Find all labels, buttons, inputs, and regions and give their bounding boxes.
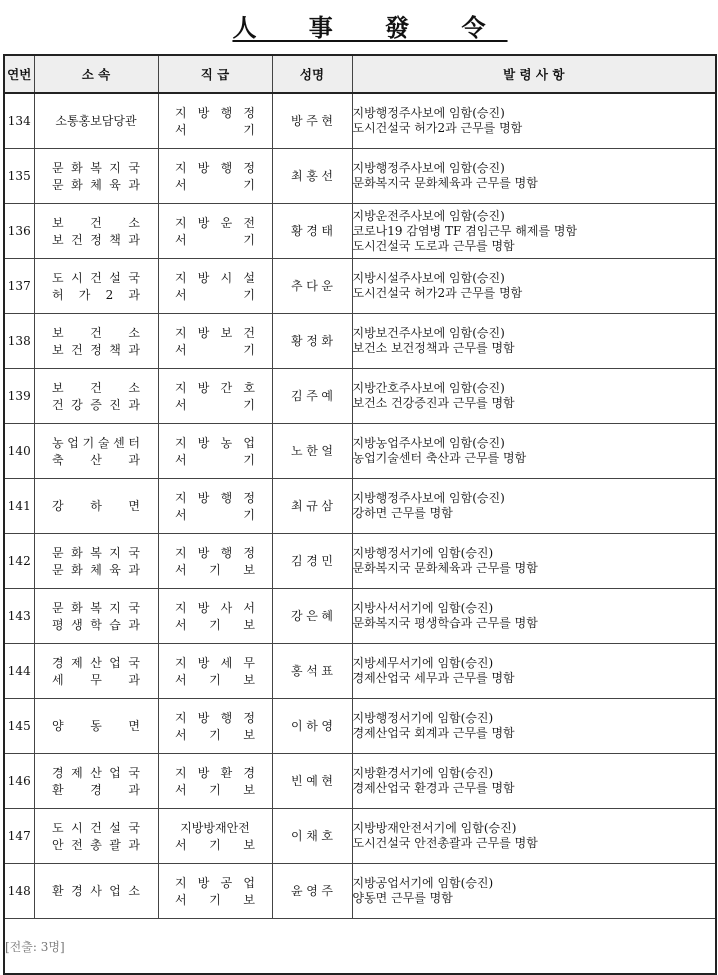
grade-cell (158, 149, 272, 204)
grade-line: 지 방 세 무 (175, 655, 255, 670)
order-cell (352, 93, 716, 149)
grade-cell (158, 424, 272, 479)
grade-line: 서 기 (175, 287, 255, 302)
table-row (4, 149, 716, 204)
grade-cell (158, 754, 272, 809)
person-name (272, 644, 352, 699)
person-name (272, 93, 352, 149)
dept-line: 도 시 건 설 국 (52, 270, 140, 285)
grade-line: 지 방 농 업 (175, 435, 255, 450)
person-name-text: 최 규 삼 (291, 499, 333, 513)
dept-line: 문 화 복 지 국 (52, 600, 140, 615)
order-cell (352, 534, 716, 589)
person-name (272, 589, 352, 644)
dept-line: 농 업 기 술 센 터 (52, 435, 140, 450)
grade-cell (158, 93, 272, 149)
order-line: 보건소 건강증진과 근무를 명함 (352, 396, 515, 410)
dept-line: 세 무 과 (52, 672, 140, 687)
order-line: 문화복지국 문화체육과 근무를 명함 (352, 561, 538, 575)
grade-line: 서 기 (175, 507, 255, 522)
grade-cell (158, 644, 272, 699)
order-line: 지방환경서기에 임함(승진) (352, 766, 494, 780)
table-row (4, 864, 716, 919)
person-name-text: 추 다 운 (291, 279, 333, 293)
order-cell (352, 479, 716, 534)
header-grade: 직 급 (158, 55, 272, 93)
table-row (4, 754, 716, 809)
grade-line: 서 기 보 (175, 562, 255, 577)
dept-cell (34, 534, 158, 589)
title-text: 人 事 發 令 (232, 13, 508, 42)
order-line: 지방방재안전서기에 임함(승진) (352, 821, 517, 835)
grade-line: 지 방 환 경 (175, 765, 255, 780)
row-number: 138 (4, 314, 34, 369)
order-cell (352, 864, 716, 919)
table-row (4, 699, 716, 754)
row-number: 137 (4, 259, 34, 314)
dept-line: 환 경 과 (52, 782, 140, 797)
order-cell (352, 369, 716, 424)
dept-cell (34, 424, 158, 479)
header-no: 연번 (4, 55, 34, 93)
order-line: 지방공업서기에 임함(승진) (352, 876, 494, 890)
dept-cell (34, 149, 158, 204)
dept-cell (34, 589, 158, 644)
grade-line: 서 기 (175, 232, 255, 247)
order-line: 경제산업국 세무과 근무를 명함 (352, 671, 515, 685)
dept-cell (34, 204, 158, 259)
order-line: 문화복지국 문화체육과 근무를 명함 (352, 176, 538, 190)
order-line: 지방시설주사보에 임함(승진) (352, 271, 505, 285)
grade-line: 서 기 보 (175, 672, 255, 687)
person-name (272, 864, 352, 919)
dept-cell (34, 259, 158, 314)
order-cell (352, 424, 716, 479)
grade-cell (158, 204, 272, 259)
grade-line: 지 방 행 정 (175, 710, 255, 725)
person-name (272, 424, 352, 479)
grade-line: 서 기 보 (175, 617, 255, 632)
dept-cell (34, 93, 158, 149)
grade-cell (158, 864, 272, 919)
dept-line: 도 시 건 설 국 (52, 820, 140, 835)
grade-line: 서 기 보 (175, 837, 255, 852)
grade-cell (158, 534, 272, 589)
order-line: 보건소 보건정책과 근무를 명함 (352, 341, 515, 355)
table-body (4, 93, 716, 919)
order-cell (352, 699, 716, 754)
table-row (4, 424, 716, 479)
dept-line: 소통홍보담당관 (55, 114, 137, 128)
dept-line: 평 생 학 습 과 (52, 617, 140, 632)
header-dept: 소 속 (34, 55, 158, 93)
order-cell (352, 314, 716, 369)
dept-line: 허 가 2 과 (52, 287, 140, 302)
order-line: 코로나19 감염병 TF 겸임근무 해제를 명함 (352, 223, 578, 238)
grade-cell (158, 479, 272, 534)
dept-line: 보 건 소 (52, 215, 140, 230)
dept-line: 문 화 체 육 과 (52, 562, 140, 577)
order-cell (352, 589, 716, 644)
dept-cell (34, 479, 158, 534)
table-row (4, 204, 716, 259)
order-line: 양동면 근무를 명함 (352, 891, 453, 905)
person-name-text: 방 주 현 (291, 114, 333, 128)
dept-line: 안 전 총 괄 과 (52, 837, 140, 852)
dept-cell (34, 864, 158, 919)
person-name-text: 김 주 예 (291, 389, 333, 403)
grade-line: 서 기 보 (175, 892, 255, 907)
order-line: 도시건설국 안전총괄과 근무를 명함 (352, 836, 538, 850)
grade-line: 지 방 행 정 (175, 160, 255, 175)
order-line: 도시건설국 도로과 근무를 명함 (352, 238, 515, 253)
row-number: 134 (4, 93, 34, 149)
order-line: 경제산업국 환경과 근무를 명함 (352, 781, 515, 795)
person-name (272, 314, 352, 369)
dept-line: 보 건 정 책 과 (52, 342, 140, 357)
dept-line: 건 강 증 진 과 (52, 397, 140, 412)
table-row (4, 479, 716, 534)
document-title (0, 8, 718, 43)
person-name (272, 259, 352, 314)
person-name-text: 홍 석 표 (291, 664, 333, 678)
person-name-text: 황 정 화 (291, 334, 333, 348)
person-name (272, 534, 352, 589)
footer-row (4, 919, 716, 975)
grade-line: 지 방 운 전 (175, 215, 255, 230)
person-name-text: 강 은 혜 (291, 609, 333, 623)
table-row (4, 369, 716, 424)
order-cell (352, 644, 716, 699)
order-line: 도시건설국 허가2과 근무를 명함 (352, 121, 523, 135)
table-row (4, 644, 716, 699)
row-number: 144 (4, 644, 34, 699)
order-line: 농업기술센터 축산과 근무를 명함 (352, 451, 527, 465)
table-row (4, 534, 716, 589)
dept-line: 강 하 면 (52, 499, 140, 513)
person-name-text: 황 경 태 (291, 224, 333, 238)
order-line: 지방운전주사보에 임함(승진) (352, 208, 505, 223)
dept-line: 보 건 정 책 과 (52, 232, 140, 247)
order-cell (352, 754, 716, 809)
person-name-text: 최 홍 선 (291, 169, 333, 183)
dept-line: 문 화 복 지 국 (52, 160, 140, 175)
order-cell (352, 204, 716, 259)
person-name-text: 김 경 민 (291, 554, 333, 568)
order-line: 도시건설국 허가2과 근무를 명함 (352, 286, 523, 300)
dept-cell (34, 809, 158, 864)
footer-note: [전출: 3명] (4, 919, 716, 975)
grade-cell (158, 314, 272, 369)
row-number: 136 (4, 204, 34, 259)
grade-line: 서 기 (175, 342, 255, 357)
grade-line: 서 기 (175, 397, 255, 412)
order-cell (352, 259, 716, 314)
grade-line: 지 방 행 정 (175, 490, 255, 505)
order-line: 지방행정주사보에 임함(승진) (352, 491, 505, 505)
dept-cell (34, 754, 158, 809)
dept-line: 문 화 복 지 국 (52, 545, 140, 560)
order-line: 지방세무서기에 임함(승진) (352, 656, 494, 670)
grade-cell (158, 259, 272, 314)
order-line: 문화복지국 평생학습과 근무를 명함 (352, 616, 538, 630)
person-name-text: 이 채 호 (291, 829, 333, 843)
dept-line: 양 동 면 (52, 719, 140, 733)
grade-cell (158, 369, 272, 424)
order-line: 지방농업주사보에 임함(승진) (352, 436, 505, 450)
order-cell (352, 809, 716, 864)
table-row (4, 93, 716, 149)
table-row (4, 314, 716, 369)
table-row (4, 809, 716, 864)
header-order: 발 령 사 항 (352, 55, 716, 93)
grade-line: 서 기 보 (175, 727, 255, 742)
personnel-order-table (3, 54, 717, 975)
row-number: 146 (4, 754, 34, 809)
order-line: 경제산업국 회계과 근무를 명함 (352, 726, 515, 740)
grade-line: 서 기 (175, 452, 255, 467)
dept-line: 보 건 소 (52, 325, 140, 340)
dept-line: 축 산 과 (52, 452, 140, 467)
row-number: 139 (4, 369, 34, 424)
person-name-text: 이 하 영 (291, 719, 333, 733)
grade-line: 지 방 간 호 (175, 380, 255, 395)
grade-cell (158, 809, 272, 864)
person-name (272, 479, 352, 534)
row-number: 143 (4, 589, 34, 644)
order-line: 지방보건주사보에 임함(승진) (352, 326, 505, 340)
grade-line: 지 방 공 업 (175, 875, 255, 890)
order-line: 지방행정서기에 임함(승진) (352, 711, 494, 725)
dept-line: 환 경 사 업 소 (52, 884, 140, 898)
dept-cell (34, 699, 158, 754)
order-line: 지방행정주사보에 임함(승진) (352, 161, 505, 175)
grade-line: 서 기 보 (175, 782, 255, 797)
grade-cell (158, 699, 272, 754)
grade-line: 지방방재안전 (180, 820, 250, 835)
dept-line: 경 제 산 업 국 (52, 765, 140, 780)
person-name (272, 809, 352, 864)
row-number: 147 (4, 809, 34, 864)
person-name (272, 699, 352, 754)
table-row (4, 589, 716, 644)
grade-line: 지 방 보 건 (175, 325, 255, 340)
order-line: 지방행정주사보에 임함(승진) (352, 106, 505, 120)
row-number: 140 (4, 424, 34, 479)
person-name (272, 149, 352, 204)
grade-line: 서 기 (175, 177, 255, 192)
person-name-text: 윤 영 주 (291, 884, 333, 898)
order-line: 강하면 근무를 명함 (352, 506, 453, 520)
order-line: 지방간호주사보에 임함(승진) (352, 381, 505, 395)
person-name-text: 빈 예 현 (291, 774, 333, 788)
dept-line: 보 건 소 (52, 380, 140, 395)
person-name-text: 노 한 얼 (291, 444, 333, 458)
grade-line: 지 방 행 정 (175, 545, 255, 560)
dept-cell (34, 369, 158, 424)
order-cell (352, 149, 716, 204)
person-name (272, 369, 352, 424)
row-number: 142 (4, 534, 34, 589)
dept-line: 문 화 체 육 과 (52, 177, 140, 192)
person-name (272, 204, 352, 259)
order-line: 지방사서서기에 임함(승진) (352, 601, 494, 615)
row-number: 141 (4, 479, 34, 534)
grade-line: 서 기 (175, 122, 255, 137)
dept-line: 경 제 산 업 국 (52, 655, 140, 670)
row-number: 148 (4, 864, 34, 919)
grade-line: 지 방 사 서 (175, 600, 255, 615)
row-number: 145 (4, 699, 34, 754)
grade-cell (158, 589, 272, 644)
row-number: 135 (4, 149, 34, 204)
header-name: 성명 (272, 55, 352, 93)
grade-line: 지 방 시 설 (175, 270, 255, 285)
table-row (4, 259, 716, 314)
grade-line: 지 방 행 정 (175, 105, 255, 120)
table-header-row (4, 55, 716, 93)
dept-cell (34, 644, 158, 699)
person-name (272, 754, 352, 809)
dept-cell (34, 314, 158, 369)
order-line: 지방행정서기에 임함(승진) (352, 546, 494, 560)
